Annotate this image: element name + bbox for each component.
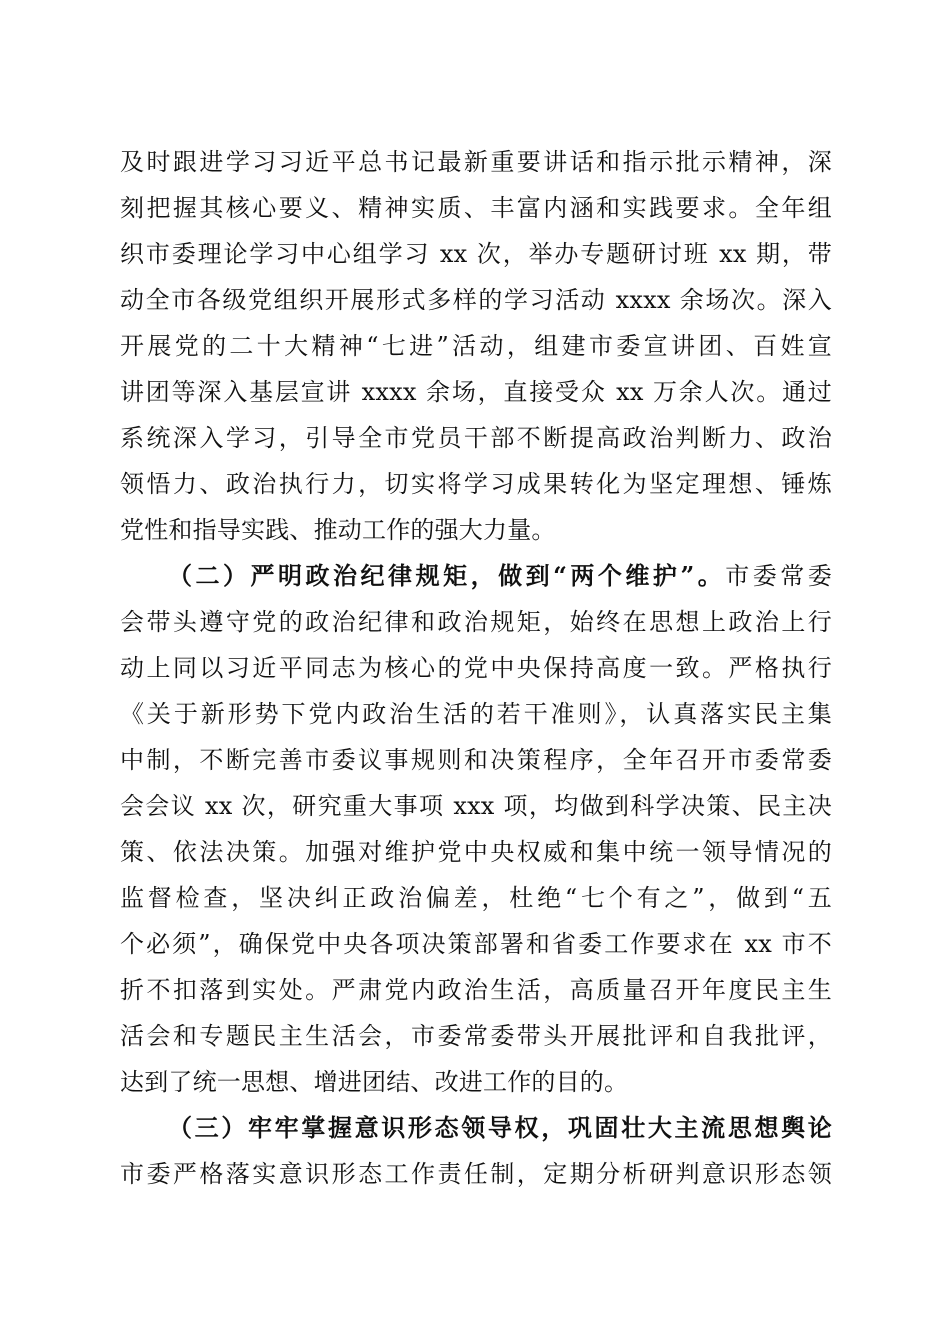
- paragraph-2-line-10: 折不扣落到实处。严肃党内政治生活，高质量召开年度民主生: [120, 976, 832, 1004]
- paragraph-2-first-line-rest: 市委常委: [725, 562, 832, 590]
- paragraph-2-line-3: 动上同以习近平同志为核心的党中央保持高度一致。严格执行: [120, 654, 832, 682]
- paragraph-1-line-5: 开展党的二十大精神“七进”活动，组建市委宣讲团、百姓宣: [120, 332, 832, 360]
- paragraph-1-line-4: 动全市各级党组织开展形式多样的学习活动 xxxx 余场次。深入: [120, 286, 832, 314]
- paragraph-2-line-2: 会带头遵守党的政治纪律和政治规矩，始终在思想上政治上行: [120, 608, 832, 636]
- paragraph-2-first-line: [168, 561, 832, 591]
- paragraph-2-line-12: 达到了统一思想、增进团结、改进工作的目的。: [120, 1068, 629, 1096]
- paragraph-1-line-6: 讲团等深入基层宣讲 xxxx 余场，直接受众 xx 万余人次。通过: [120, 378, 832, 406]
- paragraph-2-line-11: 活会和专题民主生活会，市委常委带头开展批评和自我批评，: [120, 1022, 832, 1050]
- paragraph-1-line-2: 刻把握其核心要义、精神实质、丰富内涵和实践要求。全年组: [120, 194, 832, 222]
- paragraph-2-line-5: 中制，不断完善市委议事规则和决策程序，全年召开市委常委: [120, 746, 832, 774]
- paragraph-2-line-9: 个必须”，确保党中央各项决策部署和省委工作要求在 xx 市不: [120, 930, 832, 958]
- paragraph-1-line-1: 及时跟进学习习近平总书记最新重要讲话和指示批示精神，深: [120, 148, 832, 176]
- paragraph-1-line-7: 系统深入学习，引导全市党员干部不断提高政治判断力、政治: [120, 424, 832, 452]
- paragraph-2-line-8: 监督检查，坚决纠正政治偏差，杜绝“七个有之”，做到“五: [120, 884, 832, 912]
- paragraph-3-heading: （三）牢牢掌握意识形态领导权，巩固壮大主流思想舆论: [168, 1113, 832, 1142]
- paragraph-1-line-8: 领悟力、政治执行力，切实将学习成果转化为坚定理想、锤炼: [120, 470, 832, 498]
- paragraph-1-line-9: 党性和指导实践、推动工作的强大力量。: [120, 516, 556, 544]
- paragraph-2-line-4: 《关于新形势下党内政治生活的若干准则》，认真落实民主集: [120, 700, 832, 728]
- paragraph-1-line-3: 织市委理论学习中心组学习 xx 次，举办专题研讨班 xx 期，带: [120, 240, 832, 268]
- paragraph-3-line-2: 市委严格落实意识形态工作责任制，定期分析研判意识形态领: [120, 1160, 832, 1188]
- paragraph-3-first-line: [168, 1113, 832, 1143]
- paragraph-2-heading: （二）严明政治纪律规矩，做到“两个维护”。: [168, 561, 726, 590]
- paragraph-2-line-7: 策、依法决策。加强对维护党中央权威和集中统一领导情况的: [120, 838, 832, 866]
- paragraph-2-line-6: 会会议 xx 次，研究重大事项 xxx 项，均做到科学决策、民主决: [120, 792, 832, 820]
